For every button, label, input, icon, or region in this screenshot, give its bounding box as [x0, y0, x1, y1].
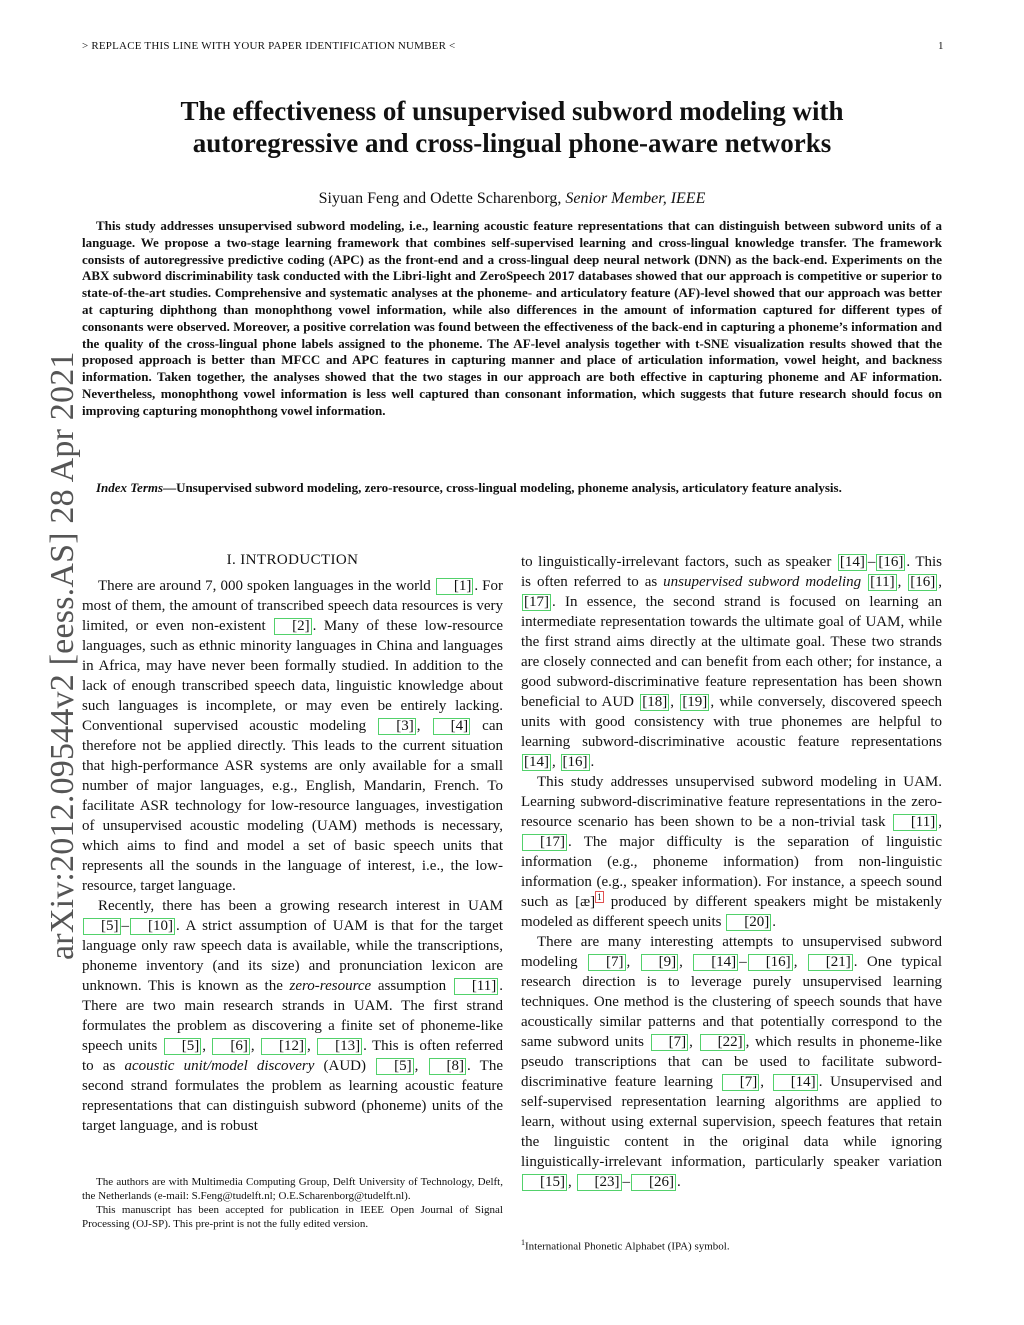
citation-link[interactable]: [14]: [773, 1074, 818, 1091]
citation-link[interactable]: [5]: [164, 1038, 202, 1055]
index-terms-text: —Unsupervised subword modeling, zero-resource, cross-lingual modeling, phoneme analysis, articulatory feature analysis.: [163, 480, 842, 495]
citation-link[interactable]: [10]: [130, 918, 175, 935]
citation-link[interactable]: [22]: [700, 1034, 745, 1051]
citation-link[interactable]: [17]: [522, 834, 567, 851]
affiliation-footnote: [82, 1175, 503, 1231]
author-role: Senior Member, IEEE: [565, 190, 706, 207]
arxiv-side-stamp: arXiv:2012.09544v2 [eess.AS] 28 Apr 2021: [44, 351, 81, 960]
page-number: 1: [938, 40, 944, 52]
title-line-1: The effectiveness of unsupervised subword modeling with: [180, 96, 844, 126]
citation-link[interactable]: [16]: [562, 754, 588, 770]
abstract: This study addresses unsupervised subword modeling, i.e., learning acoustic feature representations that can distinguish between subword units of a language. We propose a two-stage learning framework that combines self-supervised learning and cross-lingual knowledge transfer. The framework consists of autoregressive predictive coding (APC) as the front-end and a cross-lingual deep neural network (DNN) as the back-end. Experiments on the ABX subword discriminability task conducted with the Libri-light and ZeroSpeech 2017 databases showed that our approach is competitive or superior to state-of-the-art studies. Comprehensive and systematic analyses at the phoneme- and articulatory feature (AF)-level showed that our approach was better at capturing diphthong than monophthong vowel information, while also differences in the amount of information captured for different types of consonants were observed. Moreover, a positive correlation was found between the effectiveness of the back-end in capturing a phoneme’s information and the quality of the cross-lingual phone labels assigned to the phoneme. The AF-level analysis together with t-SNE visualization results showed that the proposed approach is better than MFCC and APC features in capturing manner and place of articulation information, vowel height, and backness information. Taken together, the analyses showed that the two stages in our approach are both effective in capturing phoneme and AF information. Nevertheless, monophthong vowel information is less well captured than consonant information, which suggests that future research should focus on improving capturing monophthong vowel information.: [82, 218, 942, 418]
citation-link[interactable]: [23]: [577, 1174, 622, 1191]
intro-paragraph-4: This study addresses unsupervised subword modeling in UAM. Learning subword-discriminative feature representations in the zero-resource scenario has been shown to be a non-trivial task [11] , [17] . The major difficulty is the separation of linguistic information (e.g., phoneme information) from non-linguistic information (e.g., speaker information). For instance, a speech sound such as [æ] $^1$ produced by different speakers might be mistakenly modeled as different speech units [20] .: [521, 774, 942, 930]
citation-link[interactable]: [8]: [429, 1058, 467, 1075]
citation-link[interactable]: [14]: [693, 954, 738, 971]
footnote-marker[interactable]: 1: [597, 892, 602, 902]
citation-link[interactable]: [16]: [910, 574, 936, 590]
index-terms: [82, 480, 942, 497]
citation-link[interactable]: [17]: [524, 594, 549, 610]
author-line: [82, 190, 942, 208]
citation-link[interactable]: [11]: [454, 978, 498, 995]
running-head: > REPLACE THIS LINE WITH YOUR PAPER IDENTIFICATION NUMBER <: [82, 40, 456, 52]
citation-link[interactable]: [5]: [83, 918, 121, 935]
footnote-number: 1: [521, 1238, 525, 1247]
citation-link[interactable]: [7]: [588, 954, 626, 971]
citation-link[interactable]: [7]: [651, 1034, 689, 1051]
affiliation-text: The authors are with Multimedia Computing Group, Delft University of Technology, Delft, the Netherlands (e-mail: S.Feng@tudelft.nl; O.E.Scharenborg@tudelft.nl).: [82, 1176, 503, 1202]
citation-link[interactable]: [11]: [893, 814, 937, 831]
citation-link[interactable]: [3]: [378, 718, 416, 735]
citation-link[interactable]: [18]: [642, 694, 668, 710]
paper-title: [82, 95, 942, 159]
citation-link[interactable]: [1]: [436, 578, 474, 595]
citation-link[interactable]: [15]: [522, 1174, 567, 1191]
title-line-2: autoregressive and cross-lingual phone-aware networks: [192, 128, 832, 158]
publication-note: This manuscript has been accepted for publication in IEEE Open Journal of Signal Processing (OJ-SP). This pre-print is not the fully edited version.: [82, 1204, 503, 1230]
citation-link[interactable]: [26]: [631, 1174, 676, 1191]
intro-paragraph-2: Recently, there has been a growing research interest in UAM [5] – [10] . A strict assumption of UAM is that for the target language only raw speech data is available, while the transcriptions, phoneme inventory (and its size) and pronunciation lexicon are unknown. This is known as the zero-resource assumption [11] . There are two main research strands in UAM. The first strand formulates the problem as discovering a finite set of phoneme-like speech units [5] , [6] , [12] , [13] . This is often referred to as acoustic unit/model discovery (AUD) [5] , [8] . The second strand formulates the problem as learning acoustic feature representations that can distinguish subword (phoneme) units of the target language, and is robust: [82, 898, 504, 1134]
citation-link[interactable]: [11]: [870, 574, 895, 590]
author-names: Siyuan Feng and Odette Scharenborg,: [318, 190, 562, 207]
right-column: [521, 552, 942, 1192]
citation-link[interactable]: [5]: [376, 1058, 414, 1075]
citation-link[interactable]: [16]: [748, 954, 793, 971]
citation-link[interactable]: [21]: [808, 954, 853, 971]
citation-link[interactable]: [16]: [878, 554, 904, 570]
citation-link[interactable]: [19]: [682, 694, 708, 710]
citation-link[interactable]: [4]: [433, 718, 471, 735]
intro-paragraph-3: to linguistically-irrelevant factors, such as speaker [14] – [16] . This is often referred to as unsupervised subword modeling [11] , [16] , [17] . In essence, the second strand is focused on learning an intermediate representation towards the ultimate goal of UAM, while the first strand aims directly at the ultimate goal. These two strands are closely connected and can benefit from each other; for instance, a good subword-discriminative feature representation has been shown beneficial to AUD [18] , [19] , while conversely, discovered speech units with good consistency with true phonemes are helpful to learning subword-discriminative acoustic feature representations [14] , [16] .: [521, 554, 943, 770]
citation-link[interactable]: [9]: [641, 954, 679, 971]
footnote: [521, 1236, 942, 1254]
section-heading: I. INTRODUCTION: [226, 552, 359, 568]
citation-link[interactable]: [20]: [726, 914, 771, 931]
footnote-text: International Phonetic Alphabet (IPA) symbol.: [525, 1240, 730, 1253]
citation-link[interactable]: [2]: [274, 618, 312, 635]
intro-paragraph-5: There are many interesting attempts to unsupervised subword modeling [7] , [9] , [14] – [16] , [21] . One typical research direction is to leverage purely unsupervised learning techniques. One method is the clustering of speech sounds that have acoustically similar patterns and that potentially correspond to the same subword units [7] , [22] , which results in phoneme-like pseudo transcriptions that can be used to facilitate subword-discriminative feature learning [7] , [14] . Unsupervised and self-supervised representation learning algorithms are applied to learn, without using external supervision, speech features that retain the linguistic content in the original data while ignoring linguistically-irrelevant information, particularly speaker variation [15] , [23] – [26] .: [521, 934, 943, 1190]
citation-link[interactable]: [13]: [317, 1038, 362, 1055]
intro-paragraph-1: There are around 7, 000 spoken languages in the world [1] . For most of them, the amount of transcribed speech data resources is very limited, or even non-existent [2] . Many of these low-resource languages, such as ethnic minority languages in China and languages in Africa, may have never been formally studied. In addition to the lack of enough transcribed speech data, linguistic knowledge about such languages is incomplete, or may even be entirely lacking. Conventional supervised acoustic modeling [3] , [4] can therefore not be applied directly. This leads to the current situation that high-performance ASR systems are only available for a small number of major languages, e.g., English, Mandarin, French. To facilitate ASR technology for low-resource languages, investigation of unsupervised acoustic modeling (UAM) methods is necessary, which aims to find and model a set of basic speech units that represents all the sounds in the language of interest, i.e., the low-resource, target language.: [82, 578, 504, 894]
citation-link[interactable]: [12]: [261, 1038, 306, 1055]
index-terms-label: Index Terms: [96, 480, 164, 495]
citation-link[interactable]: [14]: [524, 754, 549, 770]
citation-link[interactable]: [6]: [212, 1038, 250, 1055]
citation-link[interactable]: [7]: [722, 1074, 760, 1091]
citation-link[interactable]: [14]: [839, 554, 865, 570]
left-column: [82, 550, 503, 1136]
